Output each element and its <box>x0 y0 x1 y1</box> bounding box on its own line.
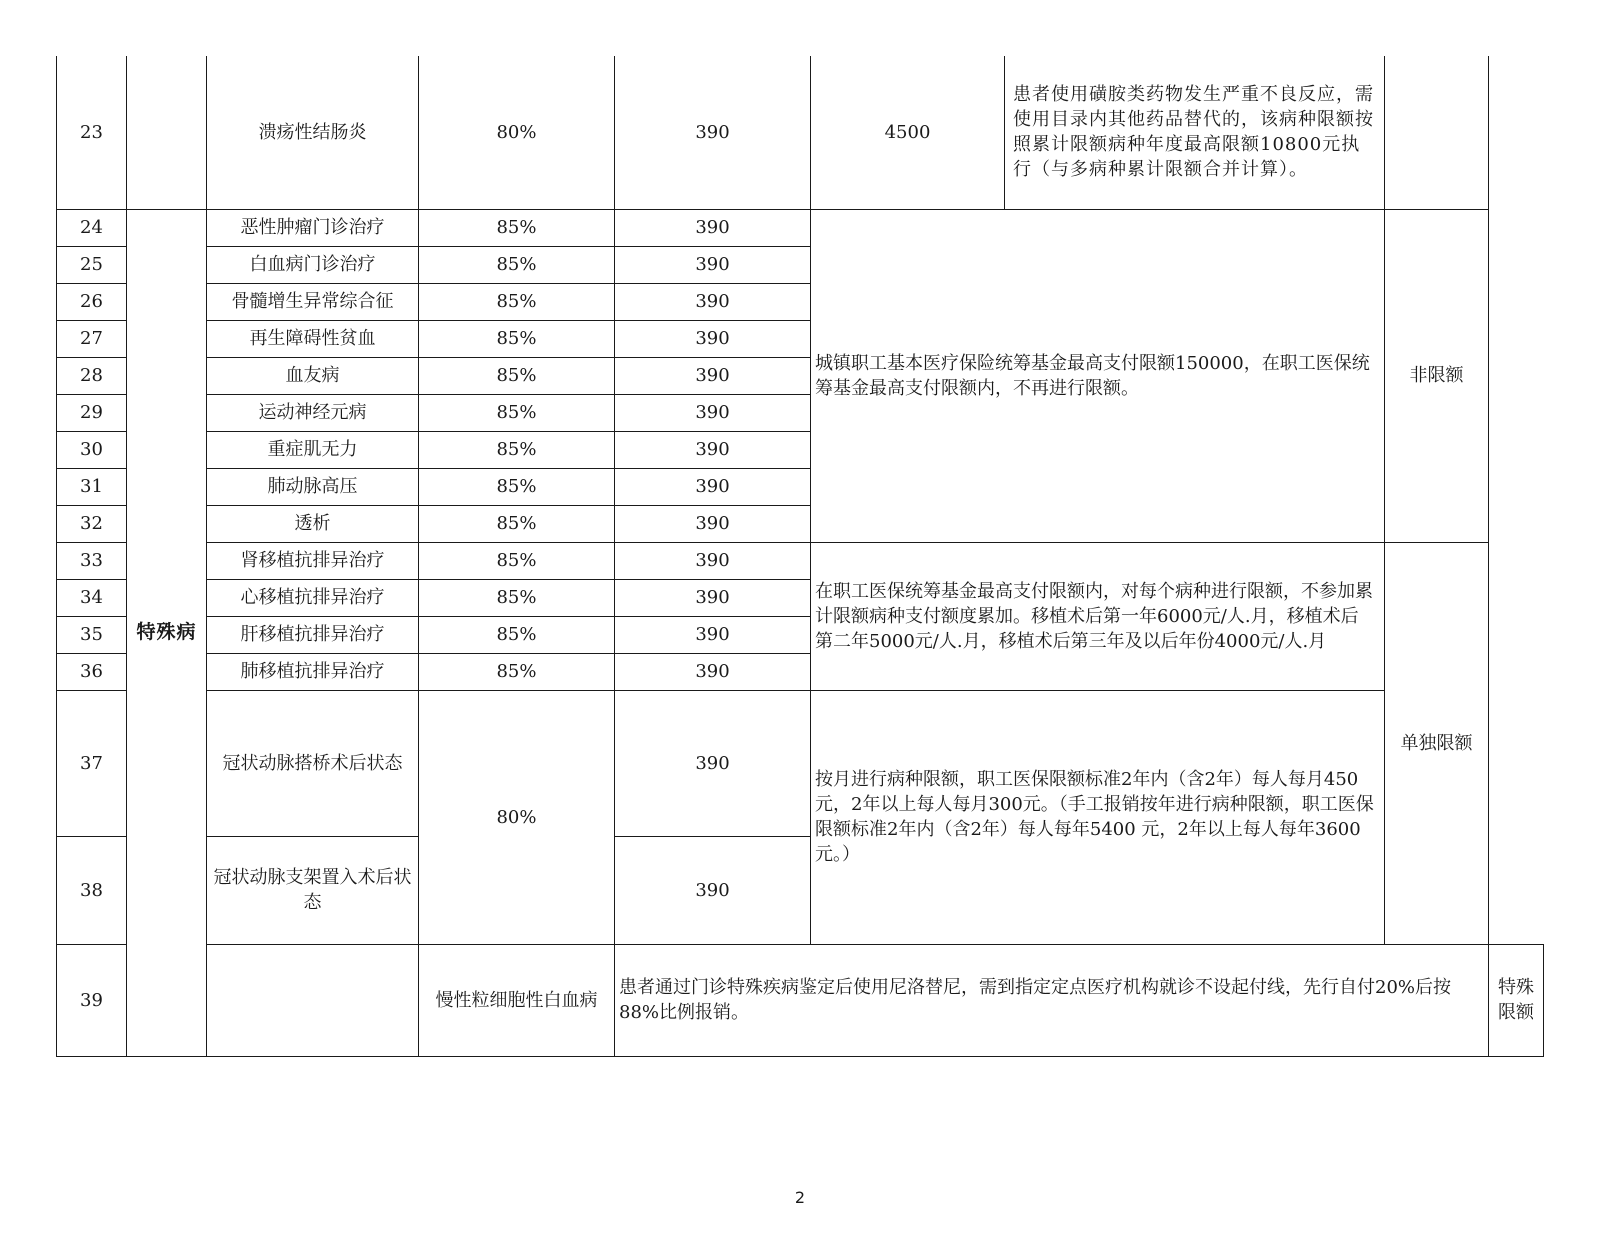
disease-name: 再生障碍性贫血 <box>207 320 419 357</box>
reimbursement-ratio: 85% <box>419 320 615 357</box>
reimbursement-ratio: 80% <box>419 56 615 209</box>
row-number: 35 <box>57 616 127 653</box>
category-label: 特殊病 <box>127 209 207 1056</box>
limit-type-non-limit: 非限额 <box>1385 209 1489 542</box>
row-number: 33 <box>57 542 127 579</box>
disease-name: 血友病 <box>207 357 419 394</box>
deductible-threshold: 390 <box>615 56 811 209</box>
deductible-threshold: 390 <box>615 579 811 616</box>
disease-name: 骨髓增生异常综合征 <box>207 283 419 320</box>
deductible-threshold: 390 <box>615 468 811 505</box>
deductible-threshold: 390 <box>615 653 811 690</box>
table-row <box>57 542 1544 579</box>
row-number: 31 <box>57 468 127 505</box>
deductible-threshold: 390 <box>615 690 811 836</box>
reimbursement-ratio: 85% <box>419 505 615 542</box>
disease-name: 白血病门诊治疗 <box>207 246 419 283</box>
reimbursement-ratio: 85% <box>419 394 615 431</box>
row-number: 32 <box>57 505 127 542</box>
disease-name: 肾移植抗排异治疗 <box>207 542 419 579</box>
reimbursement-ratio: 85% <box>419 283 615 320</box>
row-number: 34 <box>57 579 127 616</box>
disease-name: 肺动脉高压 <box>207 468 419 505</box>
row-number: 26 <box>57 283 127 320</box>
disease-name: 运动神经元病 <box>207 394 419 431</box>
row-number: 28 <box>57 357 127 394</box>
row-number: 24 <box>57 209 127 246</box>
group-note-37-38: 按月进行病种限额，职工医保限额标准2年内（含2年）每人每月450元，2年以上每人每月300元。（手工报销按年进行病种限额，职工医保限额标准2年内（含2年）每人每年5400 元，2年以上每人每年3600元。） <box>811 690 1385 944</box>
reimbursement-ratio: 85% <box>419 246 615 283</box>
reimbursement-ratio: 85% <box>419 357 615 394</box>
table-row <box>57 209 1544 246</box>
reimbursement-ratio: 85% <box>419 616 615 653</box>
disease-name: 溃疡性结肠炎 <box>207 56 419 209</box>
deductible-threshold: 390 <box>615 357 811 394</box>
disease-name: 冠状动脉搭桥术后状态 <box>207 690 419 836</box>
limit-type-empty <box>1385 56 1489 209</box>
group-note-24-32: 城镇职工基本医疗保险统筹基金最高支付限额150000，在职工医保统筹基金最高支付限额内，不再进行限额。 <box>811 209 1385 542</box>
disease-name: 肝移植抗排异治疗 <box>207 616 419 653</box>
table-row <box>57 944 1544 1056</box>
row-number: 38 <box>57 836 127 944</box>
page-number: 2 <box>794 1188 806 1207</box>
table-row <box>57 690 1544 836</box>
table-row <box>57 56 1544 209</box>
disease-name: 透析 <box>207 505 419 542</box>
row-number: 37 <box>57 690 127 836</box>
deductible-threshold: 390 <box>615 505 811 542</box>
row-number: 23 <box>57 56 127 209</box>
deductible-threshold: 390 <box>615 320 811 357</box>
reimbursement-ratio: 85% <box>419 653 615 690</box>
reimbursement-table <box>56 56 1544 1057</box>
row-number: 39 <box>57 944 127 1056</box>
deductible-threshold: 390 <box>615 246 811 283</box>
row-note: 患者使用磺胺类药物发生严重不良反应，需使用目录内其他药品替代的，该病种限额按照累计限额病种年度最高限额10800元执行（与多病种累计限额合并计算）。 <box>1005 56 1385 209</box>
deductible-threshold: 390 <box>615 836 811 944</box>
deductible-threshold: 390 <box>615 431 811 468</box>
row-number: 36 <box>57 653 127 690</box>
category-cell-empty <box>127 56 207 209</box>
disease-name: 肺移植抗排异治疗 <box>207 653 419 690</box>
annual-limit: 4500 <box>811 56 1005 209</box>
row-number: 29 <box>57 394 127 431</box>
limit-type-separate: 单独限额 <box>1385 542 1489 944</box>
limit-type-special: 特殊限额 <box>1489 944 1544 1056</box>
group-note-33-36: 在职工医保统筹基金最高支付限额内，对每个病种进行限额，不参加累计限额病种支付额度累加。移植术后第一年6000元/人.月，移植术后第二年5000元/人.月，移植术后第三年及以后年份4000元/人.月 <box>811 542 1385 690</box>
row-note-39: 患者通过门诊特殊疾病鉴定后使用尼洛替尼，需到指定定点医疗机构就诊不设起付线，先行自付20%后按88%比例报销。 <box>615 944 1489 1056</box>
reimbursement-ratio: 85% <box>419 579 615 616</box>
deductible-threshold: 390 <box>615 283 811 320</box>
reimbursement-ratio: 85% <box>419 209 615 246</box>
reimbursement-ratio: 80% <box>419 690 615 944</box>
deductible-threshold: 390 <box>615 616 811 653</box>
deductible-threshold: 390 <box>615 209 811 246</box>
disease-name: 慢性粒细胞性白血病 <box>419 944 615 1056</box>
category-cell-empty <box>207 944 419 1056</box>
deductible-threshold: 390 <box>615 394 811 431</box>
row-number: 30 <box>57 431 127 468</box>
reimbursement-ratio: 85% <box>419 542 615 579</box>
row-number: 25 <box>57 246 127 283</box>
disease-name: 冠状动脉支架置入术后状态 <box>207 836 419 944</box>
disease-name: 心移植抗排异治疗 <box>207 579 419 616</box>
reimbursement-ratio: 85% <box>419 468 615 505</box>
disease-name: 重症肌无力 <box>207 431 419 468</box>
row-number: 27 <box>57 320 127 357</box>
deductible-threshold: 390 <box>615 542 811 579</box>
reimbursement-ratio: 85% <box>419 431 615 468</box>
disease-name: 恶性肿瘤门诊治疗 <box>207 209 419 246</box>
